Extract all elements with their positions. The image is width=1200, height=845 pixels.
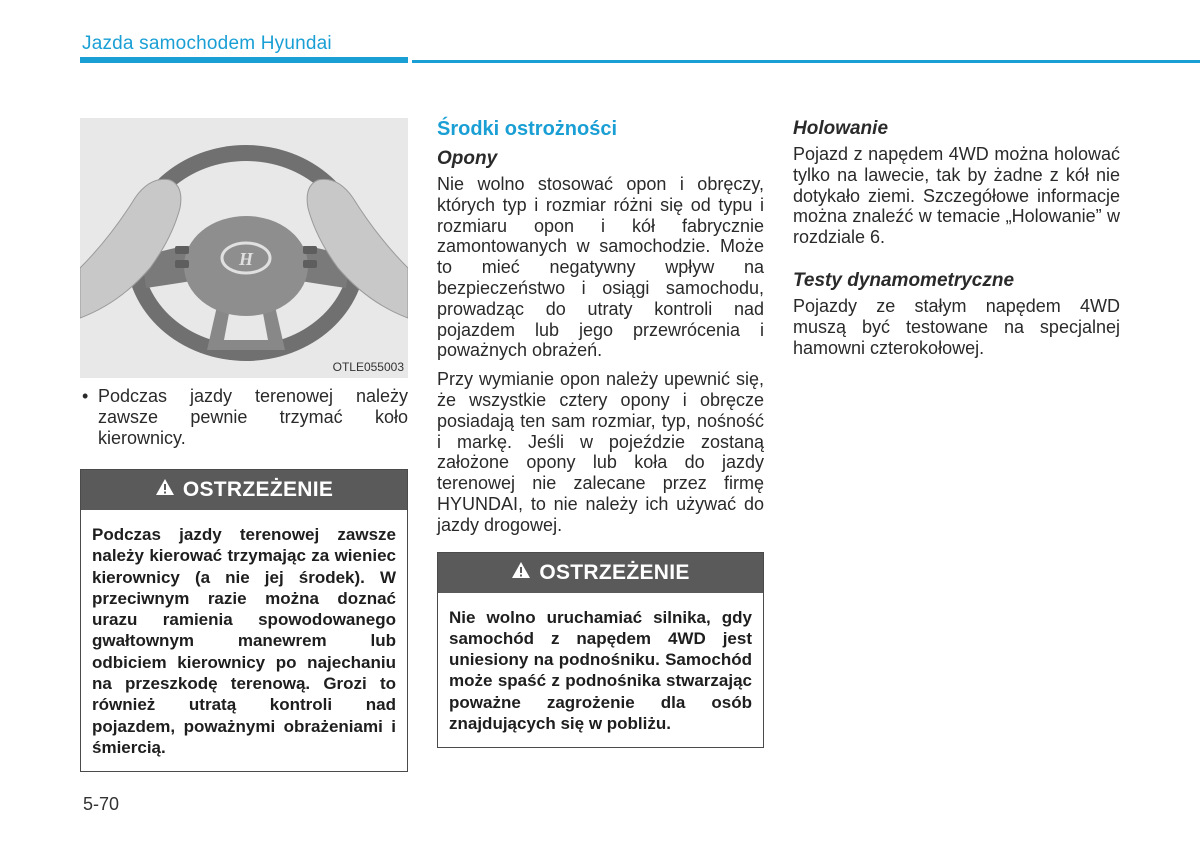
- svg-text:H: H: [238, 249, 254, 269]
- warning-box-left: [80, 469, 408, 772]
- subheading-dyno-tests: Testy dynamometryczne: [793, 269, 1015, 291]
- warning-triangle-icon: [511, 561, 531, 585]
- paragraph: Pojazd z napędem 4WD można holować tylko na lawecie, tak by żadne z kół nie dotykało ziemi. Szczegółowe informacje można znaleźć w temacie „Holowanie” w rozdziale 6.: [793, 144, 1120, 248]
- warning-triangle-icon: [155, 478, 175, 502]
- paragraph: Przy wymianie opon należy upewnić się, że wszystkie cztery opony i obręcze posiadają ten sam rozmiar, typ, nośność i markę. Jeśli w pojeździe zostaną założone opony lub koła do jazdy terenowej nie zalecane przez firmę HYUNDAI, to nie należy ich używać do jazdy drogowej.: [437, 369, 764, 535]
- right-column: [793, 118, 1120, 358]
- warning-title: OSTRZEŻENIE: [539, 560, 690, 584]
- steering-wheel-illustration: [80, 118, 408, 378]
- subheading-towing: Holowanie: [793, 118, 889, 139]
- warning-header: [81, 470, 407, 510]
- warning-header: [438, 553, 763, 593]
- warning-body: Nie wolno uruchamiać silnika, gdy samochód z napędem 4WD jest uniesiony na podnośniku. Samochód może spaść z podnośnika stwarzając poważne zagrożenie dla osób znajdujących się w pobliżu.: [449, 607, 752, 734]
- page-number: 5-70: [83, 794, 120, 814]
- bullet-dot-icon: •: [82, 386, 89, 406]
- steering-wheel-drawing: [80, 118, 408, 378]
- bullet-item: [80, 386, 408, 449]
- header-rule-thin: [412, 60, 1200, 63]
- paragraph: Pojazdy ze stałym napędem 4WD muszą być testowane na specjalnej hamowni czterokołowej.: [793, 295, 1120, 358]
- warning-title: OSTRZEŻENIE: [182, 478, 334, 501]
- warning-box-middle: [437, 552, 764, 749]
- subheading-tyres: Opony: [437, 148, 498, 169]
- paragraph: Nie wolno stosować opon i obręczy, których typ i rozmiar różni się od typu i rozmiaru opon i kół fabrycznie zamontowanych w samochodzie. Może to mieć negatywny wpływ na bezpieczeństwo i osiągi samochodu, prowadząc do utraty kontroli nad pojazdem lub jego przewrócenia i poważnych obrażeń.: [437, 174, 764, 361]
- bullet-text: Podczas jazdy terenowej należy zawsze pewnie trzymać koło kierownicy.: [98, 386, 408, 448]
- header-rule-thick: [80, 57, 408, 63]
- section-title: Środki ostrożności: [437, 118, 618, 140]
- warning-body: Podczas jazdy terenowej zawsze należy kierować trzymając za wieniec kierownicy (a nie jej środek). W przeciwnym razie można doznać urazu ramienia spowodowanego gwałtownym manewrem lub odbiciem kierownicy po najechaniu na przeszkodę terenową. Grozi to również utratą kontroli nad pojazdem, poważnymi obrażeniami i śmiercią.: [92, 525, 396, 757]
- middle-column: [437, 118, 764, 748]
- running-header: Jazda samochodem Hyundai: [82, 33, 332, 54]
- left-column: [80, 118, 408, 772]
- figure-code: OTLE055003: [332, 360, 404, 374]
